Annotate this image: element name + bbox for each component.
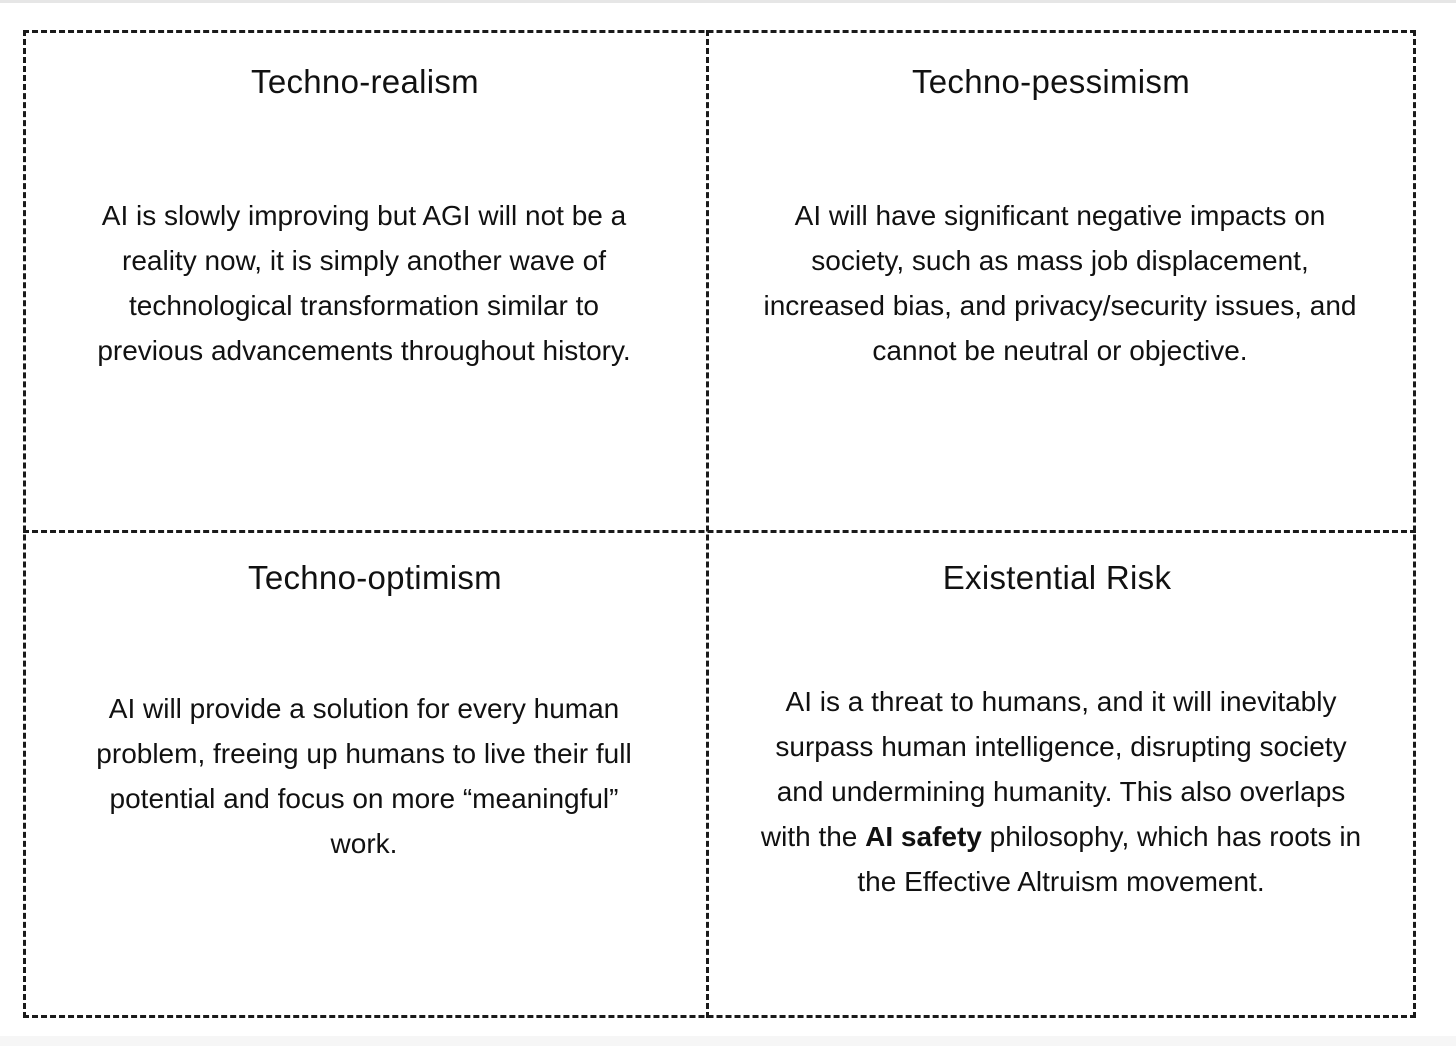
- card-body-text: AI is a threat to humans, and it will inevitably surpass human intelligence, disrupting society and undermining humanity. This also overlaps with the: [760, 686, 1347, 852]
- card-body: [709, 679, 1413, 904]
- card-body: AI will have significant negative impacts on society, such as mass job displacement, increased bias, and privacy/security issues, and cannot be neutral or objective.: [763, 200, 1357, 366]
- card-title: Existential Risk: [942, 559, 1172, 596]
- card-body-text: philosophy, which has roots in the Effective Altruism movement.: [857, 821, 1362, 897]
- top-edge-rule: [0, 0, 1456, 3]
- card-techno-realism: [26, 33, 706, 530]
- card-techno-pessimism: [709, 33, 1413, 530]
- card-existential-risk: [709, 533, 1413, 1015]
- card-title: Techno-pessimism: [911, 63, 1191, 100]
- card-body: AI is slowly improving but AGI will not be a reality now, it is simply another wave of technological transformation similar to previous advancements throughout history.: [97, 200, 631, 366]
- card-body: AI will provide a solution for every human problem, freeing up humans to live their full potential and focus on more “meaningful” work.: [96, 693, 632, 859]
- ai-safety-emphasis: AI safety: [865, 821, 982, 852]
- card-title: Techno-realism: [251, 63, 479, 100]
- bottom-edge-shade: [0, 1036, 1456, 1046]
- card-title: Techno-optimism: [248, 559, 502, 596]
- card-techno-optimism: [26, 533, 706, 1015]
